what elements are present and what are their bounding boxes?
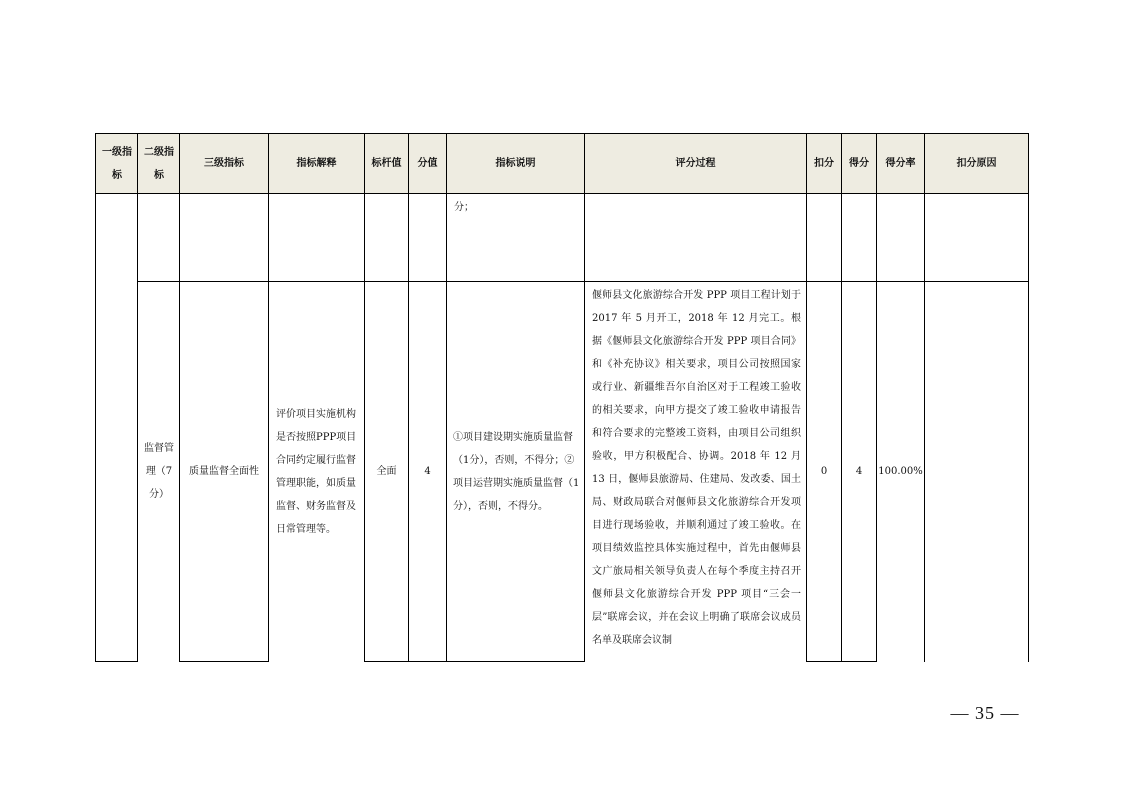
cell-level3: 质量监督全面性 <box>189 466 259 477</box>
header-bottom-border <box>95 193 1029 194</box>
header-level2: 二级指标 <box>144 146 174 181</box>
cell-rate: 100.00% <box>878 466 923 477</box>
header-level1: 一级指标 <box>102 146 132 181</box>
cell-explain: 评价项目实施机构是否按照PPP项目合同约定履行监督管理职能，如质量监督、财务监督及日常管理等。 <box>276 408 357 535</box>
header-score: 得分 <box>849 158 869 169</box>
header-reason: 扣分原因 <box>956 158 997 169</box>
cell-description-continued: 分； <box>454 202 474 213</box>
header-rate: 得分率 <box>885 158 916 169</box>
cell-score-value: 4 <box>424 466 431 477</box>
header-process: 评分过程 <box>675 158 716 169</box>
table-bottom-border <box>95 661 138 662</box>
header-explain: 指标解释 <box>296 158 337 169</box>
table-bottom-border <box>179 661 269 662</box>
cell-description: ①项目建设期实施质量监督（1分），否则，不得分；②项目运营期实施质量监督（1分），否则，不得分。 <box>453 431 580 512</box>
header-description: 指标说明 <box>495 158 536 169</box>
cell-reason <box>925 282 1028 661</box>
table-bottom-border <box>364 661 584 662</box>
header-level3: 三级指标 <box>204 158 244 169</box>
header-benchmark: 标杆值 <box>371 158 402 169</box>
cell-process: 偃师县文化旅游综合开发 PPP 项目工程计划于 2017 年 5 月开工，2018 年 12 月完工。根据《偃师县文化旅游综合开发 PPP 项目合同》和《补充协议》相关要求，项目公司按照国家或行业、新疆维吾尔自治区对于工程竣工验收的相关要求，向甲方提交了竣工验收申请报告和符合要求的完整竣工资料，由项目公司组织验收，甲方积极配合、协调。2018 年 12 月 13 日，偃师县旅游局、住建局、发改委、国土局、财政局联合对偃师县文化旅游综合开发项目进行现场验收，并顺利通过了竣工验收。在项目绩效监控具体实施过程中，首先由偃师县文广旅局相关领导负责人在每个季度主持召开偃师县文化旅游综合开发 PPP 项目“三会一层”联席会议，并在会议上明确了联席会议成员名单及联席会议制 <box>592 290 801 646</box>
cell-benchmark: 全面 <box>376 466 397 477</box>
col-border <box>137 133 138 662</box>
header-score-value: 分值 <box>417 158 438 169</box>
cell-deduct: 0 <box>820 466 828 477</box>
page-number: — 35 — <box>950 703 1020 723</box>
cell-score: 4 <box>855 466 863 477</box>
col-border <box>95 133 96 662</box>
header-deduct: 扣分 <box>814 158 834 169</box>
cell-level2: 监督管理（7分） <box>144 443 174 500</box>
col-border <box>1028 133 1029 662</box>
